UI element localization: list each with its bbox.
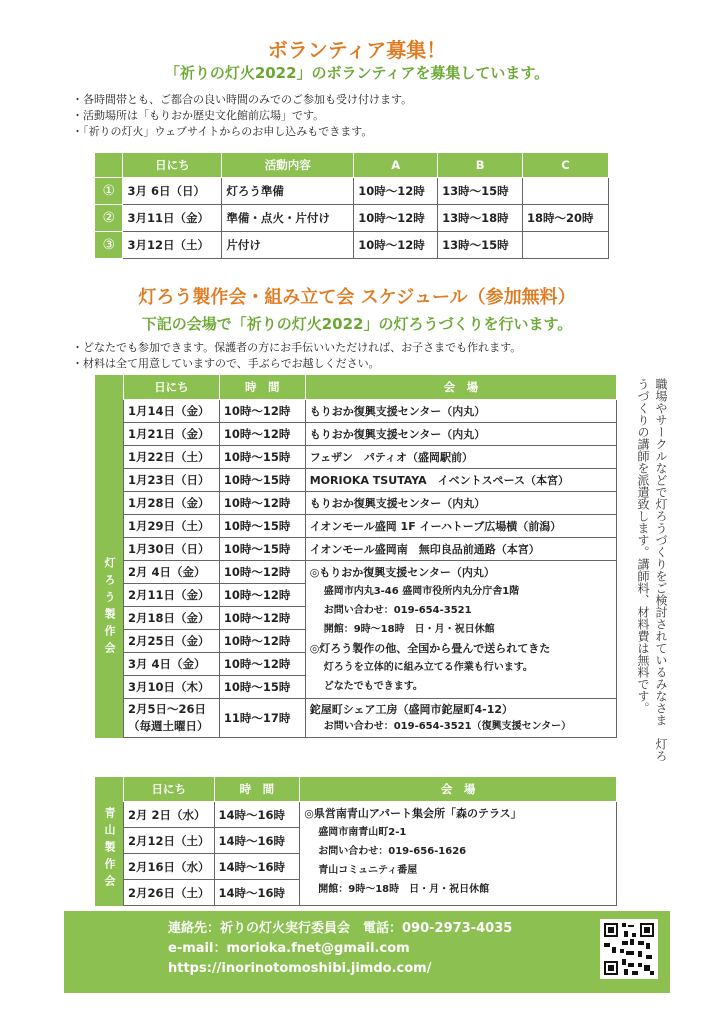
- date-cell: 2月18日（金）: [124, 607, 220, 630]
- time-c-cell: [523, 178, 609, 205]
- time-cell: 10時～12時: [219, 423, 305, 446]
- time-cell: 14時～16時: [214, 828, 300, 854]
- venue-line: 鉈屋町シェア工房（盛岡市鉈屋町4-12）: [309, 703, 514, 716]
- date-cell: 1月30日（日）: [124, 538, 220, 561]
- table-row: [95, 802, 617, 828]
- footer: [64, 911, 670, 993]
- venue-hours: 開館：9時～18時 日・月・祝日休館: [323, 624, 495, 635]
- side-note: 職場やサークルなどで灯ろうづくりをご検討されているみなさま 灯ろうづくりの講師を派遣致します。講師料、材料費は無料です。: [636, 378, 668, 762]
- venue-line: ◎灯ろう製作の他、全国から畳んで送られてきた: [309, 642, 551, 655]
- venue-hours: 開館：9時～18時 日・月・祝日休館: [318, 884, 490, 895]
- row-number: ②: [95, 205, 123, 232]
- col-header: 時 間: [214, 777, 300, 802]
- time-cell: 10時～15時: [219, 515, 305, 538]
- venue-line: どなたでもできます。: [323, 681, 423, 692]
- note-line: ・活動場所は「もりおか歴史文化館前広場」です。: [72, 109, 325, 122]
- side-label-text: 灯ろう製作会: [103, 557, 116, 659]
- time-cell: 14時～16時: [214, 880, 300, 906]
- note-line: ・「祈りの灯火」ウェブサイトからのお申し込みもできます。: [72, 125, 373, 138]
- table-row: [95, 538, 617, 561]
- date-cell: 1月22日（土）: [124, 446, 220, 469]
- aoyama-table: [95, 776, 617, 906]
- note-line: ・材料は全て用意していますので、手ぶらでお越しください。: [72, 357, 380, 370]
- venue-line: 灯ろうを立体的に組み立てる作業も行います。: [323, 662, 533, 673]
- venue-cell: [305, 699, 616, 738]
- footer-lines: [168, 919, 512, 979]
- time-cell: 10時～12時: [219, 607, 305, 630]
- table-row: [95, 561, 617, 584]
- table-row: [95, 492, 617, 515]
- date-cell: 3月11日（金）: [123, 205, 222, 232]
- date-range: 2月5日～26日: [128, 702, 207, 716]
- section-title: 灯ろう製作会・組み立て会 スケジュール（参加無料）: [138, 287, 576, 308]
- time-cell: 10時～15時: [219, 676, 305, 699]
- merged-venue-cell: [300, 802, 617, 906]
- activity-cell: 灯ろう準備: [222, 178, 354, 205]
- col-header: 日にち: [124, 375, 220, 400]
- table-row: [95, 699, 617, 738]
- qr-code-icon[interactable]: [600, 919, 658, 979]
- email-link[interactable]: e-mail：morioka.fnet@gmail.com: [168, 941, 410, 956]
- time-cell: 10時～15時: [219, 446, 305, 469]
- time-cell: 10時～12時: [219, 400, 305, 423]
- section-subtitle: 下記の会場で「祈りの灯火2022」の灯ろうづくりを行います。: [141, 315, 573, 333]
- date-cell: 2月 4日（金）: [124, 561, 220, 584]
- time-cell: 14時～16時: [214, 802, 300, 828]
- col-header: 会 場: [305, 375, 616, 400]
- time-cell: 11時～17時: [219, 699, 305, 738]
- table-row: [95, 469, 617, 492]
- volunteer-table: [95, 152, 609, 259]
- date-cell: [124, 699, 220, 738]
- time-cell: 10時～12時: [219, 584, 305, 607]
- col-header: 会 場: [300, 777, 617, 802]
- date-cell: 3月12日（土）: [123, 232, 222, 259]
- date-cell: 1月23日（日）: [124, 469, 220, 492]
- date-cell: 1月21日（金）: [124, 423, 220, 446]
- time-cell: 10時～15時: [219, 469, 305, 492]
- time-cell: 10時～12時: [219, 492, 305, 515]
- time-b-cell: 13時～15時: [438, 232, 523, 259]
- merged-venue-cell: [305, 561, 616, 699]
- venue-line: ◎県営南青山アパート集会所「森のテラス」: [304, 807, 522, 820]
- table-row: [95, 205, 609, 232]
- date-cell: 1月29日（土）: [124, 515, 220, 538]
- time-cell: 10時～15時: [219, 538, 305, 561]
- venue-cell: イオンモール盛岡南 無印良品前通路（本宮）: [305, 538, 616, 561]
- row-number: ①: [95, 178, 123, 205]
- date-cell: 3月 6日（日）: [123, 178, 222, 205]
- note-line: ・どなたでも参加できます。保護者の方にお手伝いいただければ、お子さまでも作れます。: [72, 341, 522, 354]
- side-label: [95, 375, 124, 738]
- table-row: [95, 515, 617, 538]
- workshop-table: [95, 374, 617, 738]
- date-note: （毎週土曜日）: [128, 719, 209, 733]
- venue-line: 青山コミュニティ番屋: [318, 865, 418, 876]
- table-row: [95, 446, 617, 469]
- col-header: 活動内容: [222, 153, 354, 178]
- date-cell: 2月 2日（水）: [124, 802, 215, 828]
- table-row: [95, 232, 609, 259]
- date-cell: 1月28日（金）: [124, 492, 220, 515]
- venue-phone: お問い合わせ：019-654-3521（復興支援センター）: [323, 721, 572, 732]
- table-header-row: [95, 777, 617, 802]
- col-header: 時 間: [219, 375, 305, 400]
- time-cell: 10時～12時: [219, 653, 305, 676]
- venue-cell: イオンモール盛岡 1F イーハトーブ広場横（前潟）: [305, 515, 616, 538]
- venue-address: 盛岡市南青山町2-1: [318, 827, 407, 838]
- activity-cell: 準備・点火・片付け: [222, 205, 354, 232]
- note-line: ・各時間帯とも、ご都合の良い時間のみでのご参加も受け付けます。: [72, 93, 413, 106]
- side-label-text: 青山製作会: [103, 806, 116, 892]
- venue-phone: お問い合わせ：019-654-3521: [323, 605, 472, 616]
- time-a-cell: 10時～12時: [354, 205, 438, 232]
- date-cell: 2月12日（土）: [124, 828, 215, 854]
- side-label: [95, 777, 124, 906]
- venue-phone: お問い合わせ：019-656-1626: [318, 846, 467, 857]
- workshop-notes: [72, 340, 521, 372]
- col-header: A: [354, 153, 438, 178]
- date-cell: 3月10日（木）: [124, 676, 220, 699]
- time-a-cell: 10時～12時: [354, 178, 438, 205]
- time-cell: 14時～16時: [214, 854, 300, 880]
- venue-cell: フェザン パティオ（盛岡駅前）: [305, 446, 616, 469]
- venue-cell: MORIOKA TSUTAYA イベントスペース（本宮）: [305, 469, 616, 492]
- activity-cell: 片付け: [222, 232, 354, 259]
- col-header: 日にち: [123, 153, 222, 178]
- row-number: ③: [95, 232, 123, 259]
- date-cell: 3月 4日（金）: [124, 653, 220, 676]
- table-row: [95, 178, 609, 205]
- page-subtitle: 「祈りの灯火2022」のボランティアを募集しています。: [164, 64, 550, 82]
- date-cell: 2月16日（水）: [124, 854, 215, 880]
- date-cell: 1月14日（金）: [124, 400, 220, 423]
- date-cell: 2月25日（金）: [124, 630, 220, 653]
- time-a-cell: 10時～12時: [354, 232, 438, 259]
- time-cell: 10時～12時: [219, 561, 305, 584]
- contact-line: 連絡先：祈りの灯火実行委員会 電話：090-2973-4035: [168, 921, 513, 936]
- venue-cell: もりおか復興支援センター（内丸）: [305, 492, 616, 515]
- website-link[interactable]: https://inorinotomoshibi.jimdo.com/: [168, 961, 432, 976]
- page-title: ボランティア募集！: [267, 38, 447, 62]
- time-c-cell: [523, 232, 609, 259]
- time-cell: 10時～12時: [219, 630, 305, 653]
- col-header: B: [438, 153, 523, 178]
- venue-address: 盛岡市内丸3-46 盛岡市役所内丸分庁舎1階: [323, 586, 520, 597]
- venue-cell: もりおか復興支援センター（内丸）: [305, 423, 616, 446]
- table-row: [95, 400, 617, 423]
- volunteer-notes: [72, 92, 412, 140]
- date-cell: 2月11日（金）: [124, 584, 220, 607]
- venue-cell: もりおか復興支援センター（内丸）: [305, 400, 616, 423]
- venue-line: ◎もりおか復興支援センター（内丸）: [309, 566, 495, 579]
- table-header-row: [95, 153, 609, 178]
- time-b-cell: 13時～15時: [438, 178, 523, 205]
- table-header-row: [95, 375, 617, 400]
- col-header: C: [523, 153, 609, 178]
- table-row: [95, 423, 617, 446]
- date-cell: 2月26日（土）: [124, 880, 215, 906]
- time-b-cell: 13時～18時: [438, 205, 523, 232]
- time-c-cell: 18時～20時: [523, 205, 609, 232]
- col-header: 日にち: [124, 777, 215, 802]
